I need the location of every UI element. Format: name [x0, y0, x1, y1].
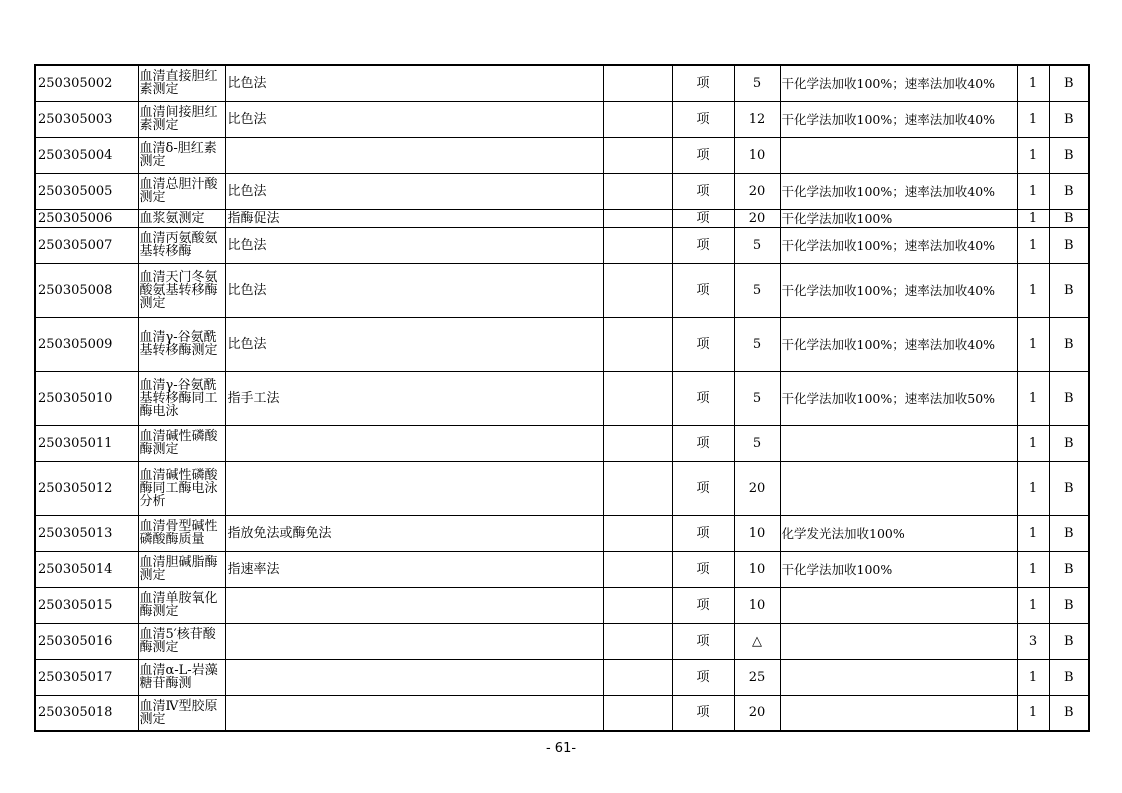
item-name-cell: 血清δ-胆红素测定: [138, 137, 225, 173]
item-code-cell: 250305011: [35, 425, 138, 461]
note-cell: [780, 425, 1017, 461]
note-cell: [780, 587, 1017, 623]
price-cell: 20: [734, 461, 780, 515]
item-code-cell: 250305013: [35, 515, 138, 551]
level-cell: 1: [1017, 695, 1049, 731]
level-cell: 1: [1017, 587, 1049, 623]
category-cell: B: [1049, 515, 1089, 551]
item-name-cell: 血浆氨测定: [138, 209, 225, 227]
category-cell: B: [1049, 551, 1089, 587]
item-code-cell: 250305015: [35, 587, 138, 623]
level-cell: 1: [1017, 65, 1049, 101]
item-name-cell: 血清Ⅳ型胶原测定: [138, 695, 225, 731]
level-cell: 1: [1017, 461, 1049, 515]
level-cell: 1: [1017, 137, 1049, 173]
level-cell: 1: [1017, 659, 1049, 695]
method-cell: [225, 695, 603, 731]
method-cell: 比色法: [225, 263, 603, 317]
method-cell: [225, 425, 603, 461]
item-name-cell: 血清碱性磷酸酶同工酶电泳分析: [138, 461, 225, 515]
price-cell: 5: [734, 227, 780, 263]
note-cell: 干化学法加收100%: [780, 551, 1017, 587]
blank-cell: [603, 551, 672, 587]
blank-cell: [603, 587, 672, 623]
note-cell: 干化学法加收100%；速率法加收40%: [780, 263, 1017, 317]
item-name-cell: 血清天门冬氨酸氨基转移酶测定: [138, 263, 225, 317]
category-cell: B: [1049, 263, 1089, 317]
note-cell: 干化学法加收100%；速率法加收40%: [780, 227, 1017, 263]
unit-cell: 项: [672, 551, 734, 587]
price-cell: 10: [734, 515, 780, 551]
note-cell: [780, 623, 1017, 659]
unit-cell: 项: [672, 587, 734, 623]
category-cell: B: [1049, 317, 1089, 371]
table-row: [35, 551, 1089, 587]
level-cell: 1: [1017, 371, 1049, 425]
price-cell: 25: [734, 659, 780, 695]
item-code-cell: 250305018: [35, 695, 138, 731]
item-name-cell: 血清总胆汁酸测定: [138, 173, 225, 209]
method-cell: 指放免法或酶免法: [225, 515, 603, 551]
blank-cell: [603, 101, 672, 137]
price-cell: 5: [734, 65, 780, 101]
table-row: [35, 227, 1089, 263]
method-cell: [225, 623, 603, 659]
table-row: [35, 371, 1089, 425]
method-cell: 比色法: [225, 173, 603, 209]
blank-cell: [603, 425, 672, 461]
category-cell: B: [1049, 227, 1089, 263]
note-cell: 化学发光法加收100%: [780, 515, 1017, 551]
method-cell: 比色法: [225, 227, 603, 263]
unit-cell: 项: [672, 515, 734, 551]
category-cell: B: [1049, 137, 1089, 173]
item-name-cell: 血清γ-谷氨酰基转移酶测定: [138, 317, 225, 371]
item-name-cell: 血清间接胆红素测定: [138, 101, 225, 137]
table-row: [35, 101, 1089, 137]
item-name-cell: 血清直接胆红素测定: [138, 65, 225, 101]
item-name-cell: 血清α-L-岩藻糖苷酶测: [138, 659, 225, 695]
blank-cell: [603, 515, 672, 551]
category-cell: B: [1049, 425, 1089, 461]
unit-cell: 项: [672, 317, 734, 371]
category-cell: B: [1049, 623, 1089, 659]
blank-cell: [603, 317, 672, 371]
item-name-cell: 血清碱性磷酸酶测定: [138, 425, 225, 461]
note-cell: 干化学法加收100%；速率法加收40%: [780, 317, 1017, 371]
note-cell: [780, 659, 1017, 695]
item-code-cell: 250305009: [35, 317, 138, 371]
unit-cell: 项: [672, 209, 734, 227]
unit-cell: 项: [672, 263, 734, 317]
item-name-cell: 血清丙氨酸氨基转移酶: [138, 227, 225, 263]
item-code-cell: 250305010: [35, 371, 138, 425]
item-code-cell: 250305002: [35, 65, 138, 101]
table-row: [35, 425, 1089, 461]
table-row: [35, 587, 1089, 623]
method-cell: 指手工法: [225, 371, 603, 425]
item-name-cell: 血清5′核苷酸酶测定: [138, 623, 225, 659]
level-cell: 1: [1017, 101, 1049, 137]
item-name-cell: 血清骨型碱性磷酸酶质量: [138, 515, 225, 551]
item-code-cell: 250305014: [35, 551, 138, 587]
method-cell: 比色法: [225, 65, 603, 101]
category-cell: B: [1049, 659, 1089, 695]
level-cell: 1: [1017, 317, 1049, 371]
method-cell: 比色法: [225, 317, 603, 371]
price-cell: 20: [734, 695, 780, 731]
level-cell: 1: [1017, 425, 1049, 461]
price-cell: 5: [734, 263, 780, 317]
method-cell: [225, 137, 603, 173]
level-cell: 3: [1017, 623, 1049, 659]
method-cell: 指速率法: [225, 551, 603, 587]
note-cell: 干化学法加收100%；速率法加收40%: [780, 173, 1017, 209]
item-code-cell: 250305005: [35, 173, 138, 209]
unit-cell: 项: [672, 65, 734, 101]
level-cell: 1: [1017, 551, 1049, 587]
price-cell: 10: [734, 137, 780, 173]
item-code-cell: 250305012: [35, 461, 138, 515]
price-cell: 5: [734, 371, 780, 425]
table-row: [35, 317, 1089, 371]
item-code-cell: 250305017: [35, 659, 138, 695]
table-row: [35, 695, 1089, 731]
level-cell: 1: [1017, 515, 1049, 551]
note-cell: [780, 695, 1017, 731]
table-row: [35, 659, 1089, 695]
blank-cell: [603, 461, 672, 515]
table-row: [35, 209, 1089, 227]
item-code-cell: 250305006: [35, 209, 138, 227]
unit-cell: 项: [672, 695, 734, 731]
note-cell: [780, 137, 1017, 173]
category-cell: B: [1049, 695, 1089, 731]
unit-cell: 项: [672, 659, 734, 695]
fee-schedule-table: [34, 64, 1090, 732]
table-row: [35, 515, 1089, 551]
blank-cell: [603, 65, 672, 101]
price-cell: 5: [734, 425, 780, 461]
table-row: [35, 461, 1089, 515]
blank-cell: [603, 173, 672, 209]
price-cell: 20: [734, 209, 780, 227]
category-cell: B: [1049, 587, 1089, 623]
category-cell: B: [1049, 371, 1089, 425]
item-code-cell: 250305016: [35, 623, 138, 659]
item-code-cell: 250305007: [35, 227, 138, 263]
note-cell: 干化学法加收100%: [780, 209, 1017, 227]
blank-cell: [603, 209, 672, 227]
table-row: [35, 623, 1089, 659]
blank-cell: [603, 263, 672, 317]
method-cell: 指酶促法: [225, 209, 603, 227]
price-cell: 10: [734, 551, 780, 587]
unit-cell: 项: [672, 227, 734, 263]
unit-cell: 项: [672, 623, 734, 659]
item-name-cell: 血清γ-谷氨酰基转移酶同工酶电泳: [138, 371, 225, 425]
blank-cell: [603, 695, 672, 731]
note-cell: 干化学法加收100%；速率法加收40%: [780, 65, 1017, 101]
category-cell: B: [1049, 101, 1089, 137]
unit-cell: 项: [672, 173, 734, 209]
table-row: [35, 263, 1089, 317]
blank-cell: [603, 137, 672, 173]
item-name-cell: 血清单胺氧化酶测定: [138, 587, 225, 623]
price-cell: 12: [734, 101, 780, 137]
level-cell: 1: [1017, 209, 1049, 227]
level-cell: 1: [1017, 227, 1049, 263]
category-cell: B: [1049, 173, 1089, 209]
blank-cell: [603, 227, 672, 263]
item-name-cell: 血清胆碱脂酶测定: [138, 551, 225, 587]
method-cell: 比色法: [225, 101, 603, 137]
price-cell: 20: [734, 173, 780, 209]
note-cell: 干化学法加收100%；速率法加收40%: [780, 101, 1017, 137]
note-cell: [780, 461, 1017, 515]
table-row: [35, 65, 1089, 101]
table-row: [35, 173, 1089, 209]
level-cell: 1: [1017, 173, 1049, 209]
price-cell: △: [734, 623, 780, 659]
method-cell: [225, 659, 603, 695]
unit-cell: 项: [672, 101, 734, 137]
method-cell: [225, 587, 603, 623]
category-cell: B: [1049, 461, 1089, 515]
item-code-cell: 250305003: [35, 101, 138, 137]
price-cell: 5: [734, 317, 780, 371]
price-cell: 10: [734, 587, 780, 623]
unit-cell: 项: [672, 461, 734, 515]
item-code-cell: 250305008: [35, 263, 138, 317]
blank-cell: [603, 623, 672, 659]
category-cell: B: [1049, 65, 1089, 101]
unit-cell: 项: [672, 137, 734, 173]
unit-cell: 项: [672, 371, 734, 425]
item-code-cell: 250305004: [35, 137, 138, 173]
level-cell: 1: [1017, 263, 1049, 317]
category-cell: B: [1049, 209, 1089, 227]
blank-cell: [603, 371, 672, 425]
blank-cell: [603, 659, 672, 695]
method-cell: [225, 461, 603, 515]
page-number: - 61-: [545, 741, 577, 756]
note-cell: 干化学法加收100%；速率法加收50%: [780, 371, 1017, 425]
table-row: [35, 137, 1089, 173]
unit-cell: 项: [672, 425, 734, 461]
